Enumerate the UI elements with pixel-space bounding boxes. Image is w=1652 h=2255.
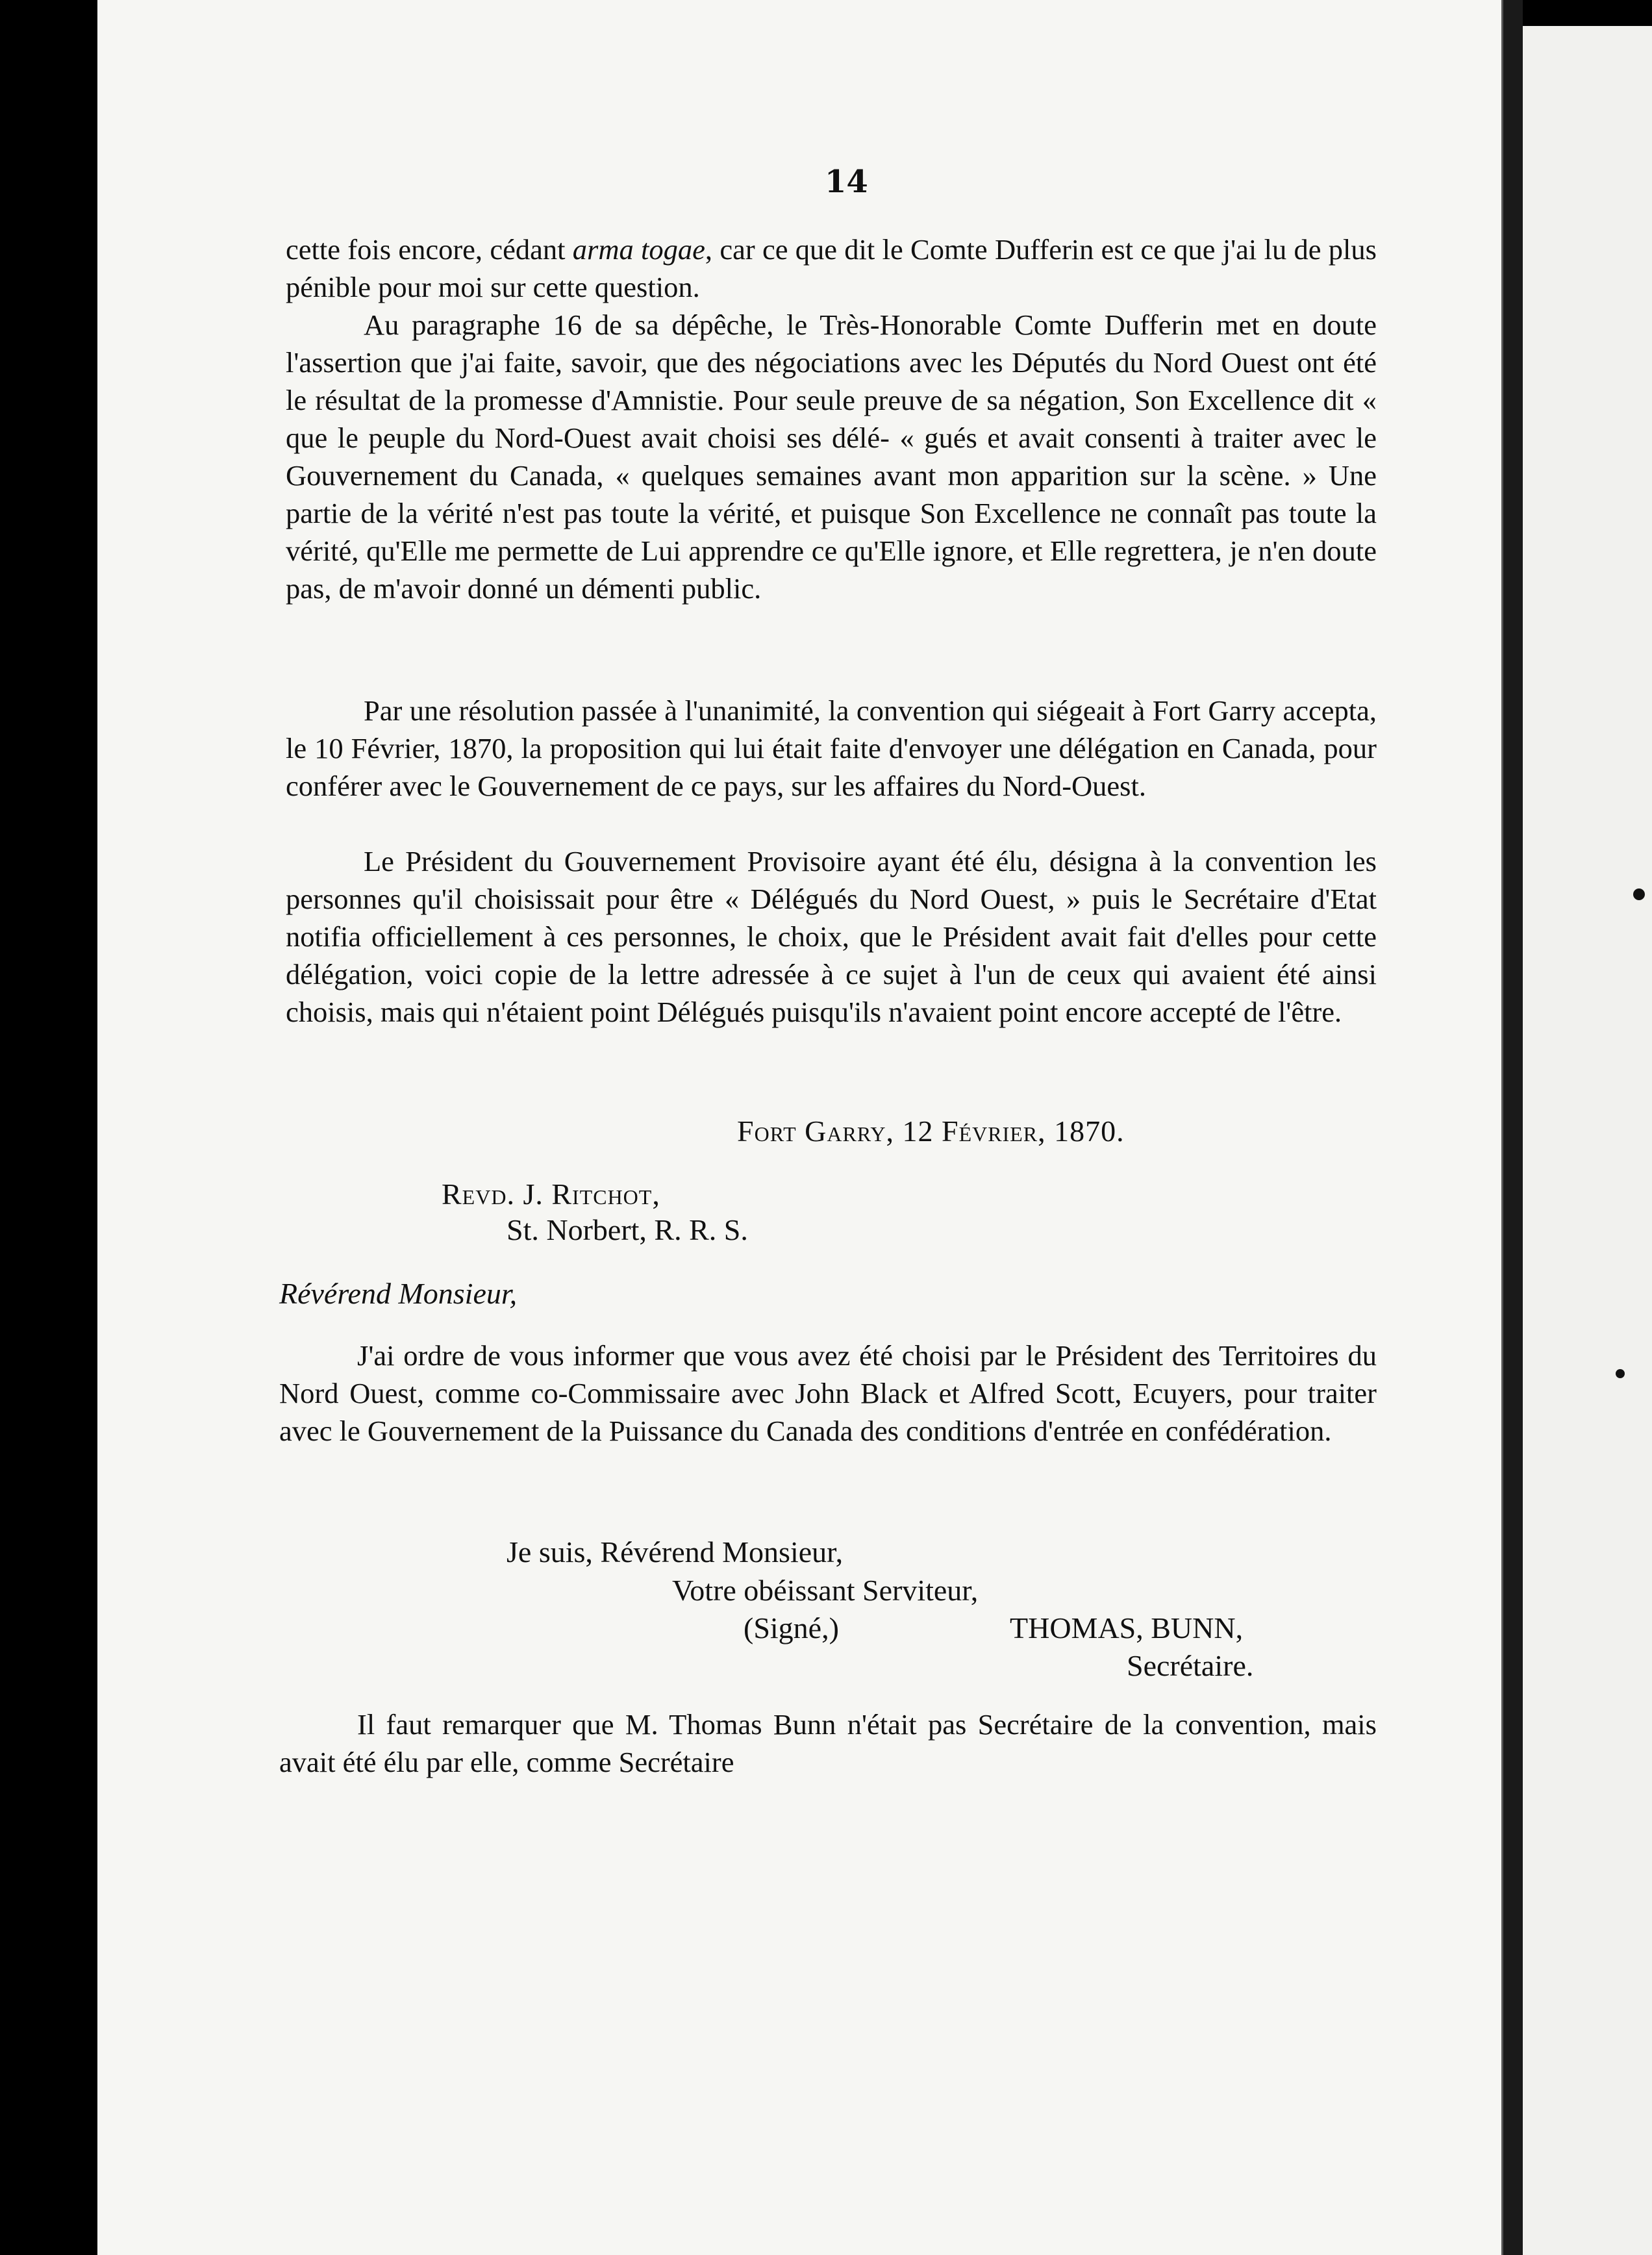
paragraph-continuation xyxy=(286,231,1377,306)
letter-body: J'ai ordre de vous informer que vous avez été choisi par le Président des Territoires du Nord Ouest, comme co-Commissaire avec John Black et Alfred Scott, Ecuyers, pour traiter avec le Gouvernement de la Puissance du Canada des conditions d'entrée en confédération. xyxy=(279,1339,1377,1447)
letter-place-date: Fort Garry, 12 Février, 1870. xyxy=(737,1115,1125,1148)
letter-closing: Je suis, Révérend Monsieur, xyxy=(507,1535,844,1568)
paragraph-text: cette fois encore, cédant xyxy=(286,233,573,266)
page-number: 14 xyxy=(825,164,868,200)
paragraph-president: Le Président du Gouvernement Provisoire ayant été élu, désigna à la convention les personnes qu'il choisissait pour être « Délégués du Nord Ouest, » puis le Secrétaire d'Etat notifia officiellement à ces personnes, le choix, que le Président avait fait d'elles pour cette délégation, voici copie de la lettre adressée à ce sujet à l'un de ceux qui avaient été ainsi choisis, mais qui n'étaient point Délégués puisqu'ils n'avaient point encore accepté de l'être. xyxy=(286,845,1377,1028)
letter-recipient-name: Revd. J. Ritchot, xyxy=(442,1178,660,1211)
letter-salutation: Révérend Monsieur, xyxy=(279,1277,518,1310)
adjacent-page xyxy=(1523,26,1652,2255)
paragraph-remark: Il faut remarquer que M. Thomas Bunn n'était pas Secrétaire de la convention, mais avait été élu par elle, comme Secrétaire xyxy=(279,1708,1377,1778)
letter-signer: THOMAS, BUNN, xyxy=(1010,1611,1244,1644)
scan-border-right xyxy=(1503,0,1523,2255)
scan-border-left xyxy=(0,0,97,2255)
paragraph-dufferin: Au paragraphe 16 de sa dépêche, le Très-Honorable Comte Dufferin met en doute l'assertion que j'ai faite, savoir, que des négociations avec les Députés du Nord Ouest ont été le résultat de la promesse d'Amnistie. Pour seule preuve de sa négation, Son Excellence dit « que le peuple du Nord-Ouest avait choisi ses délé- « gués et avait consenti à traiter avec le Gouvernement du Canada, « quelques semaines avant mon apparition sur la scène. » Une partie de la vérité n'est pas toute la vérité, et puisque Son Excellence ne connaît pas toute la vérité, qu'Elle me permette de Lui apprendre ce qu'Elle ignore, et Elle regrettera, je n'en doute pas, de m'avoir donné un démenti public. xyxy=(286,309,1377,605)
letter-signed-label: (Signé,) xyxy=(744,1611,839,1644)
scan-border-top-right xyxy=(1523,0,1652,26)
paragraph-resolution: Par une résolution passée à l'unanimité, la convention qui siégeait à Fort Garry accepta, le 10 Février, 1870, la proposition qui lui était faite d'envoyer une délégation en Canada, pour conférer avec le Gouvernement de ce pays, sur les affaires du Nord-Ouest. xyxy=(286,694,1377,802)
letter-signer-title: Secrétaire. xyxy=(1127,1649,1254,1682)
letter-recipient-address: St. Norbert, R. R. S. xyxy=(507,1213,748,1246)
letter-closing-servant: Votre obéissant Serviteur, xyxy=(672,1574,979,1607)
paragraph-text: , car ce que dit le Comte Dufferin est ce que j'ai lu de plus pénible pour moi sur cette question. xyxy=(286,233,1377,303)
latin-phrase: arma togae xyxy=(572,233,705,266)
scan-speck xyxy=(1633,888,1645,900)
scan-speck xyxy=(1616,1369,1625,1378)
